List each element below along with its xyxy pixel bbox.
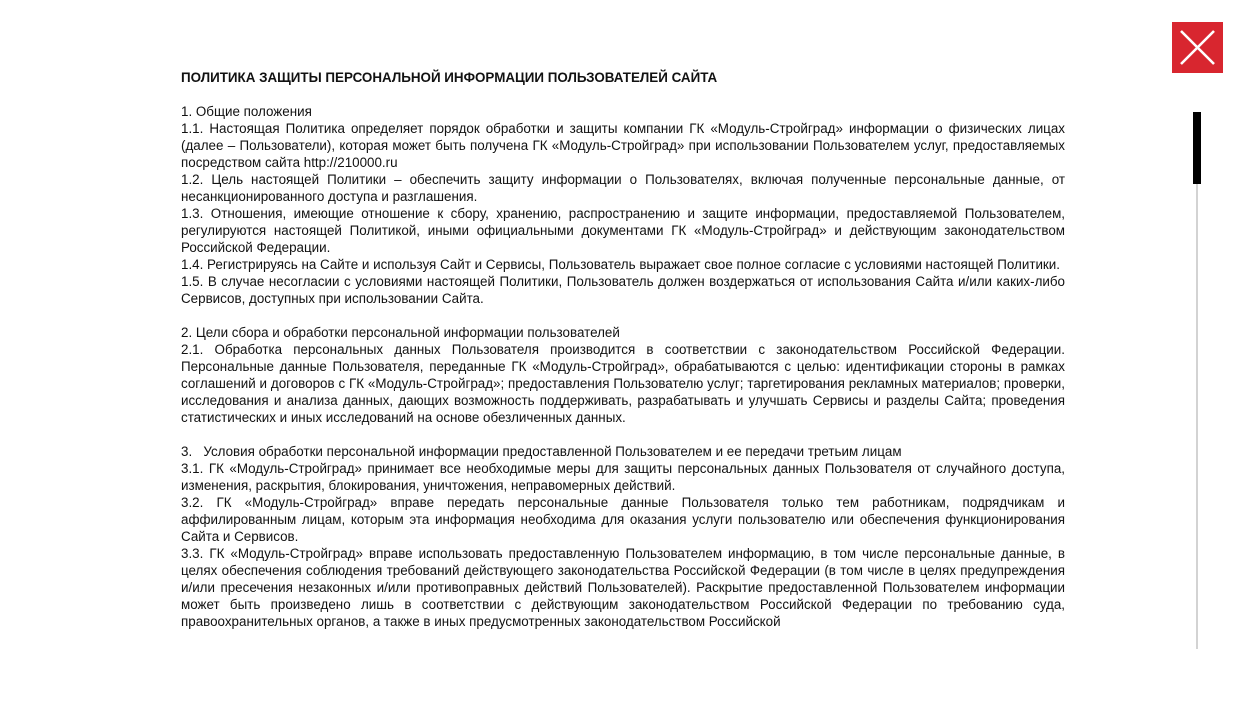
section-processing-conditions — [181, 443, 1065, 630]
scrollbar-track[interactable] — [1196, 112, 1198, 649]
policy-document — [181, 69, 1065, 709]
paragraph-1-4: 1.4. Регистрируясь на Сайте и используя Сайт и Сервисы, Пользователь выражает свое полное согласие с условиями настоящей Политики. — [181, 257, 1060, 272]
scrollbar-thumb[interactable] — [1193, 112, 1201, 184]
paragraph-1-2: 1.2. Цель настоящей Политики – обеспечить защиту информации о Пользователях, включая полученные персональные данные, от несанкционированного доступа и разглашения. — [181, 172, 1065, 204]
section-heading: 2. Цели сбора и обработки персональной информации пользователей — [181, 325, 620, 340]
close-button[interactable] — [1172, 22, 1223, 73]
close-icon — [1172, 22, 1223, 73]
paragraph-1-1: 1.1. Настоящая Политика определяет порядок обработки и защиты компании ГК «Модуль-Стройград» информации о физических лицах (далее – Пользователи), которая может быть получена ГК «Модуль-Стройград» при использовании Пользователем услуг, предоставляемых посредством сайта http://210000.ru — [181, 121, 1065, 170]
section-heading: 1. Общие положения — [181, 104, 312, 119]
section-collection-purposes — [181, 324, 1065, 426]
paragraph-1-3: 1.3. Отношения, имеющие отношение к сбору, хранению, распространению и защите информации, предоставляемой Пользователем, регулируются настоящей Политикой, иными официальными документами ГК «Модуль-Стройград» и действующим законодательством Российской Федерации. — [181, 206, 1065, 255]
paragraph-3-3: 3.3. ГК «Модуль-Стройград» вправе использовать предоставленную Пользователем информацию, в том числе персональные данные, в целях обеспечения соблюдения требований действующего законодательства Российской Федерации (в том числе в целях предупреждения и/или пресечения незаконных и/или противоправных действий Пользователей). Раскрытие предоставленной Пользователем информации может быть произведено лишь в соответствии с действующим законодательством Российской Федерации по требованию суда, правоохранительных органов, а также в иных предусмотренных законодательством Российской — [181, 546, 1065, 629]
document-title: ПОЛИТИКА ЗАЩИТЫ ПЕРСОНАЛЬНОЙ ИНФОРМАЦИИ ПОЛЬЗОВАТЕЛЕЙ САЙТА — [181, 70, 718, 85]
paragraph-1-5: 1.5. В случае несогласии с условиями настоящей Политики, Пользователь должен воздержаться от использования Сайта и/или каких-либо Сервисов, доступных при использовании Сайта. — [181, 274, 1065, 306]
section-heading: 3. Условия обработки персональной информации предоставленной Пользователем и ее передачи третьим лицам — [181, 444, 902, 459]
paragraph-3-2: 3.2. ГК «Модуль-Стройград» вправе передать персональные данные Пользователя только тем работникам, подрядчикам и аффилированным лицам, которым эта информация необходима для оказания услуги пользователю или обеспечения функционирования Сайта и Сервисов. — [181, 495, 1065, 544]
paragraph-3-1: 3.1. ГК «Модуль-Стройград» принимает все необходимые меры для защиты персональных данных Пользователя от случайного доступа, изменения, раскрытия, блокирования, уничтожения, неправомерных действий. — [181, 461, 1065, 493]
section-general-provisions — [181, 103, 1065, 307]
paragraph-2-1: 2.1. Обработка персональных данных Пользователя производится в соответствии с законодательством Российской Федерации. Персональные данные Пользователя, переданные ГК «Модуль-Стройград», обрабатываются с целью: идентификации стороны в рамках соглашений и договоров с ГК «Модуль-Стройград»; предоставления Пользователю услуг; таргетирования рекламных материалов; проверки, исследования и анализа данных, дающих возможность поддерживать, разрабатывать и улучшать Сервисы и разделы Сайта; проведения статистических и иных исследований на основе обезличенных данных. — [181, 342, 1065, 425]
